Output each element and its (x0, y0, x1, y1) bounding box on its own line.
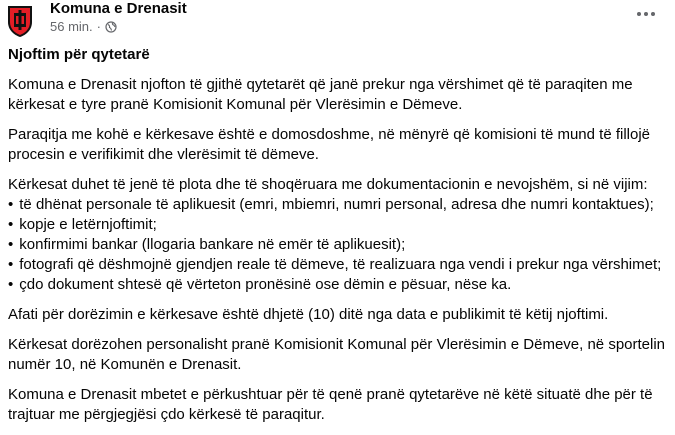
list-intro: Kërkesat duhet të jenë të plota dhe të shoqëruara me dokumentacionin e nevojshëm, si në vijim: (8, 176, 648, 193)
paragraph: Afati për dorëzimin e kërkesave është dhjetë (10) ditë nga data e publikimit të këtij njoftimi. (8, 306, 609, 323)
requirements-block (8, 175, 670, 295)
paragraph: Komuna e Drenasit mbetet e përkushtuar për të qenë pranë qytetarëve në këtë situatë dhe për të trajtuar me përgjegjësi çdo kërkesë të paraqitur. (8, 386, 653, 423)
more-options-icon[interactable] (629, 2, 663, 26)
post-header (0, 0, 675, 40)
list-item: • kopje e letërnjoftimit; (8, 215, 670, 235)
post-title: Njoftim për qytetarë (8, 46, 150, 63)
page-name[interactable]: Komuna e Drenasit (50, 0, 187, 17)
post-meta (50, 19, 117, 35)
post-body (8, 45, 670, 435)
list-item: • konfirmimi bankar (llogaria bankare në emër të aplikuesit); (8, 235, 670, 255)
paragraph: Komuna e Drenasit njofton të gjithë qytetarët që janë prekur nga vërshimet që të paraqiten me kërkesat e tyre pranë Komisionit Komunal për Vlerësimin e Dëmeve. (8, 76, 633, 113)
post-time[interactable]: 56 min. (50, 19, 93, 34)
globe-icon (105, 21, 117, 33)
paragraph: Kërkesat dorëzohen personalisht pranë Komisionit Komunal për Vlerësimin e Dëmeve, në sportelin numër 10, në Komunën e Drenasit. (8, 336, 666, 373)
municipality-emblem-icon (0, 0, 40, 40)
list-item: • të dhënat personale të aplikuesit (emri, mbiemri, numri personal, adresa dhe numri kontaktues); (8, 195, 670, 215)
paragraph: Paraqitja me kohë e kërkesave është e domosdoshme, në mënyrë që komisioni të mund të fillojë procesin e verifikimit dhe vlerësimit të dëmeve. (8, 126, 651, 163)
meta-separator: · (96, 19, 101, 34)
list-item: • çdo dokument shtesë që vërteton pronësinë ose dëmin e pësuar, nëse ka. (8, 275, 670, 295)
list-item: • fotografi që dëshmojnë gjendjen reale të dëmeve, të realizuara nga vendi i prekur nga vërshimet; (8, 255, 670, 275)
requirements-list (8, 195, 670, 295)
avatar[interactable] (0, 0, 40, 40)
